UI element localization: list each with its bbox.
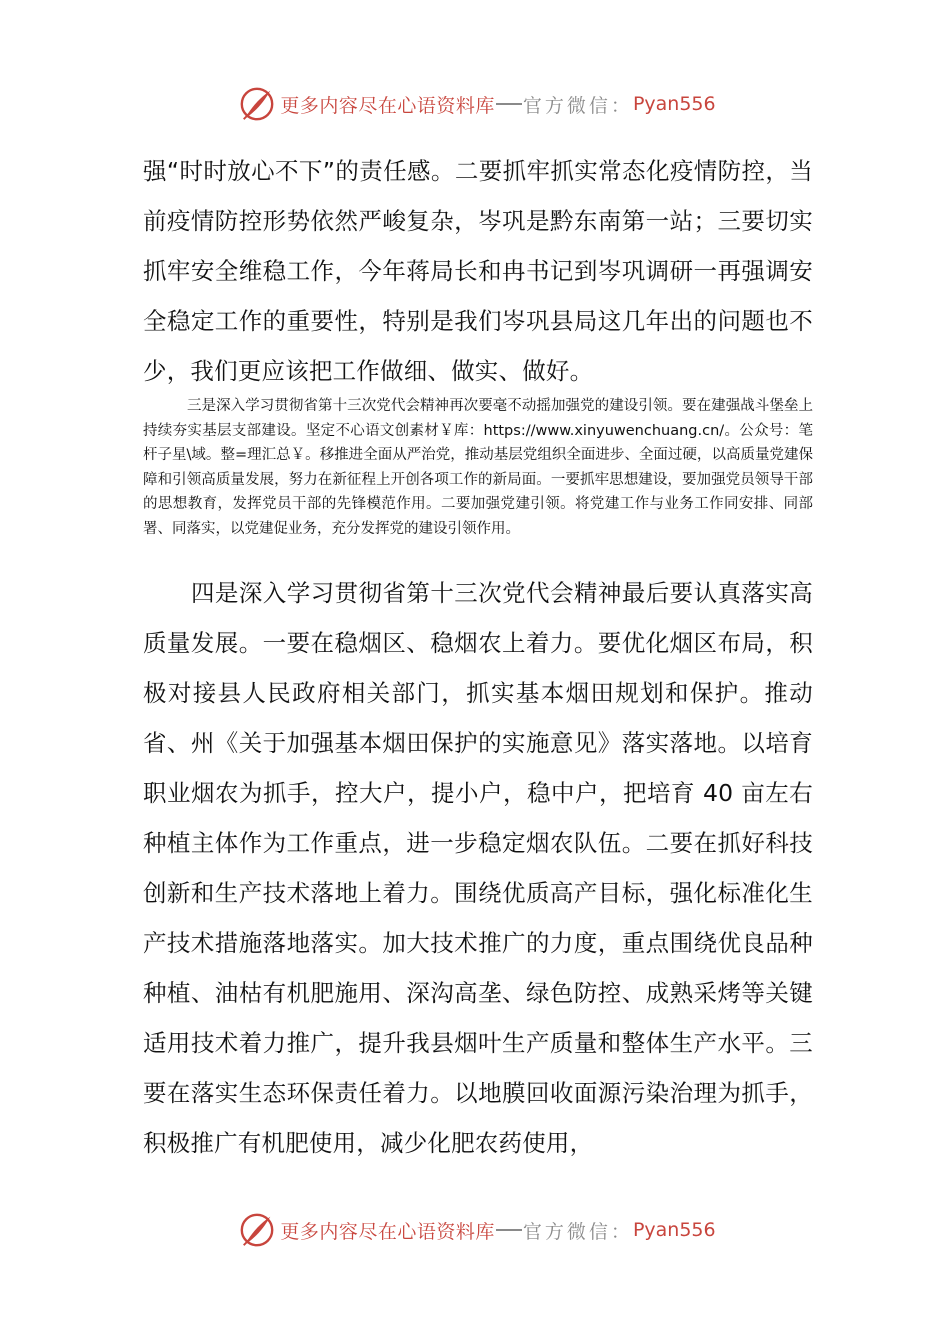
banner-label: 官方微信：	[522, 1220, 633, 1243]
quill-logo-icon	[238, 85, 276, 123]
banner-dash	[496, 103, 522, 105]
banner-title: 更多内容尽在心语资料库	[280, 1220, 495, 1243]
footer-banner	[0, 1208, 950, 1252]
paragraph-1: 强“时时放心不下”的责任感。二要抓牢抓实常态化疫情防控，当前疫情防控形势依然严峻复杂，岑巩是黔东南第一站；三要切实抓牢安全维稳工作，今年蒋局长和冉书记到岑巩调研一再强调安全稳定工作的重要性，特别是我们岑巩县局这几年出的问题也不少，我们更应该把工作做细、做实、做好。	[143, 157, 813, 385]
paragraph-3-block	[143, 568, 813, 1168]
paragraph-2: 三是深入学习贯彻省第十三次党代会精神再次要毫不动摇加强党的建设引领。要在建强战斗堡垒上持续夯实基层支部建设。坚定不心语文创素材￥库：https://www.xinyuwenchuang.cn/。公众号：笔杆子星\域。整=理汇总￥。移推进全面从严治党，推动基层党组织全面进步、全面过硬，以高质量党建保障和引领高质量发展，努力在新征程上开创各项工作的新局面。一要抓牢思想建设，要加强党员领导干部的思想教育，发挥党员干部的先锋模范作用。二要加强党建引领。将党建工作与业务工作同安排、同部署、同落实，以党建促业务，充分发挥党的建设引领作用。	[143, 398, 813, 537]
paragraph-1-block	[143, 146, 813, 396]
quill-logo-icon	[238, 1211, 276, 1249]
banner-title: 更多内容尽在心语资料库	[280, 94, 495, 117]
banner-dash	[496, 1229, 522, 1231]
header-banner	[0, 82, 950, 126]
paragraph-2-block	[143, 394, 813, 541]
paragraph-3: 四是深入学习贯彻省第十三次党代会精神最后要认真落实高质量发展。一要在稳烟区、稳烟农上着力。要优化烟区布局，积极对接县人民政府相关部门，抓实基本烟田规划和保护。推动省、州《关于加强基本烟田保护的实施意见》落实落地。以培育职业烟农为抓手，控大户，提小户，稳中户，把培育 40 亩左右种植主体作为工作重点，进一步稳定烟农队伍。二要在抓好科技创新和生产技术落地上着力。围绕优质高产目标，强化标准化生产技术措施落地落实。加大技术推广的力度，重点围绕优良品种种植、油枯有机肥施用、深沟高垄、绿色防控、成熟采烤等关键适用技术着力推广，提升我县烟叶生产质量和整体生产水平。三要在落实生态环保责任着力。以地膜回收面源污染治理为抓手，积极推广有机肥使用，减少化肥农药使用，	[143, 579, 813, 1157]
banner-label: 官方微信：	[522, 94, 633, 117]
banner-wechat-id: Pyan556	[632, 1219, 716, 1241]
banner-wechat-id: Pyan556	[632, 93, 716, 115]
